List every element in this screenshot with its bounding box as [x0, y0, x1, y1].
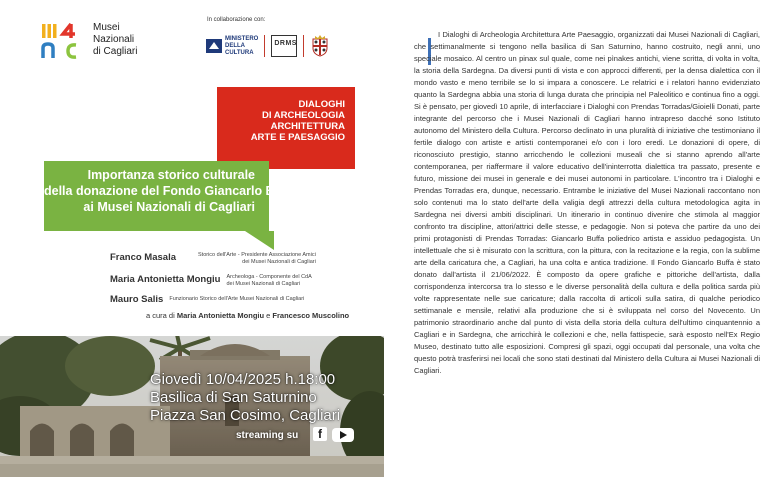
speaker-role-line: Archeologa - Componente del CdA	[226, 274, 312, 280]
logo-divider	[303, 35, 304, 57]
ministry-line: CULTURA	[225, 49, 254, 56]
speaker-name: Franco Masala	[110, 252, 176, 263]
curator-name: Maria Antonietta Mongiu	[176, 311, 265, 320]
speaker-role-line: Funzionario Storico dell'Arte Musei Nazionali di Cagliari	[169, 296, 305, 303]
article-body: I Dialoghi di Archeologia Architettura Arte Paesaggio, organizzati dai Musei Nazionali di Cagliari, che settimanalmente si tengono nella basilica di San Saturnino, hanno costruito, negli anni, uno speciale mosaico. Al centro un pinax sul quale, come nei pìnakes antichi, viene scritta, di volta in volta, la storia della Sardegna. Da diversi punti di vista e con approcci differenti, per la densa dialettica con il mondo vasto e meno terribile se lo si impara a conoscere. Le relatrici e i relatori hanno evidenziato quanto la Sardegna abbia una storia di lunga durata che principia nel Paleolitico e continua fino a oggi. Si è pensato, per giovedì 10 aprile, di interfacciare i Dialoghi con Prendas Torradas/Gioielli Donati, parte integrante del percorso che i Musei Nazionali di Cagliari hanno intrapreso dacché sono Istituto autonomo del Ministero della Cultura. Percorso declinato in una pluralità di iniziative che testimoniano il fertile dialogo con artiste e artisti contemporanei e/o con i loro eredi. Le donazioni di opere, di riconosciuto prestigio, stanno arricchendo le collezioni museali che si stanno aprendo all'arte contemporanea, per riaffermare il valore educativo dell'ininterrotta dialettica tra passato, presente e futuro, missione dei musei in generale e dei musei autonomi in particolare. L'incontro tra i Dialoghi e Prendas Torradas era, dunque, necessario. Entrambe le iniziative del Musei Nazionali raccontano non solo contenuti ma lo stato dell'arte della valigia degli attrezzi della cultura metodologica agita in Sardegna nei diversi ambiti disciplinari. Un itinerario in continuo divenire che stimola al maggior confronto tra discipline, attori/attrici delle stesse, e pedagogie. Non si poteva che partire da uno dei primi protagonisti di Prendas Torradas: Giancarlo Buffa poliedrico artista e assiduo pedagogista. Un intellettuale che si è misurato con la scrittura, con la pittura, con la recitazione e la regia, con la sublime arte della caricatura che, a Cagliari, ha una colta e antica tradizione. Il Fondo Giancarlo Buffa è stato donato dall'artista il 21/06/2022. È composto da opere grafiche e pittoriche dell'artista, dalla corrispondenza intercorsa tra lo stesso e le diverse personalità della cultura e della politica sarda più volte rappresentate nelle sue caricature; dalla raccolta di articoli sulla satira, di qualche periodico settimanale e mensile, relativi alla produzione che si è sviluppata nel corso del Novecento. Un patrimonio straordinario anche dal punto di vista della storia della cultura dell'ultimo cinquantennio a Cagliari e in Sardegna, che arricchirà le collezioni e che, nella fattispecie, sarà esposto nell'Ex Regio Museo, destinato tutto alle esposizioni. Compresi gli spazi, oggi occupati dal personale, una volta che questo potrà trasferirsi nei locali che sono stati destinati dal Ministero della Cultura ai Musei Nazionali di Cagliari.	[414, 30, 760, 375]
org-line: di Cagliari	[93, 46, 138, 57]
event-title-line: ai Musei Nazionali di Cagliari	[83, 200, 255, 214]
curated-prefix: a cura di	[146, 311, 177, 320]
speaker-role	[182, 252, 316, 265]
curated-by	[146, 311, 349, 320]
streaming-label: streaming su	[236, 430, 299, 441]
org-line: Musei	[93, 22, 120, 33]
facebook-icon[interactable]: f	[313, 427, 327, 441]
event-title-line: della donazione del Fondo Giancarlo Buffa	[44, 184, 298, 198]
ministry-emblem-icon	[206, 39, 222, 53]
speaker-role	[169, 296, 304, 303]
event-address: Piazza San Cosimo, Cagliari	[150, 407, 341, 424]
green-bubble-tail	[245, 231, 274, 250]
event-date: Giovedì 10/04/2025 h.18:00	[150, 371, 336, 388]
event-venue: Basilica di San Saturnino	[150, 389, 317, 406]
collaboration-label: In collaborazione con:	[207, 17, 266, 23]
org-name	[93, 22, 137, 58]
event-title-line: Importanza storico culturale	[87, 168, 255, 182]
speaker-maria-antonietta-mongiu	[110, 274, 312, 287]
series-title-line: DI ARCHEOLOGIA	[261, 110, 345, 121]
speaker-name: Maria Antonietta Mongiu	[110, 274, 221, 285]
logo-divider	[264, 35, 265, 57]
article	[414, 29, 760, 469]
speaker-role	[226, 274, 311, 287]
curated-joiner: e	[264, 311, 273, 320]
ministry-logo	[206, 36, 258, 57]
series-title-line: ARCHITETTURA	[270, 121, 345, 132]
speaker-role-line: dei Musei Nazionali di Cagliari	[242, 258, 316, 265]
sardinia-coat-of-arms-icon	[310, 35, 330, 57]
partner-logos	[206, 30, 330, 62]
series-title-line: ARTE E PAESAGGIO	[250, 132, 345, 143]
event-title-box	[44, 161, 298, 231]
series-title-box	[217, 87, 355, 169]
speaker-role-line: Storico dell'Arte - Presidente Associazione Amici	[198, 252, 316, 258]
youtube-icon[interactable]	[332, 428, 354, 442]
speaker-franco-masala	[110, 252, 316, 265]
speaker-mauro-salis	[110, 294, 304, 305]
ministry-line: MINISTERO	[225, 35, 259, 42]
musei-nazionali-logo-icon	[41, 22, 83, 62]
drms-logo	[271, 35, 297, 57]
speaker-role-line: dei Musei Nazionali di Cagliari	[226, 280, 301, 287]
curator-name: Francesco Muscolino	[272, 311, 350, 320]
series-title-line: DIALOGHI	[298, 99, 345, 110]
org-line: Nazionali	[93, 34, 135, 45]
drms-text: DRMS	[274, 40, 297, 47]
speaker-name: Mauro Salis	[110, 294, 164, 305]
ministry-line: DELLA	[225, 42, 245, 49]
